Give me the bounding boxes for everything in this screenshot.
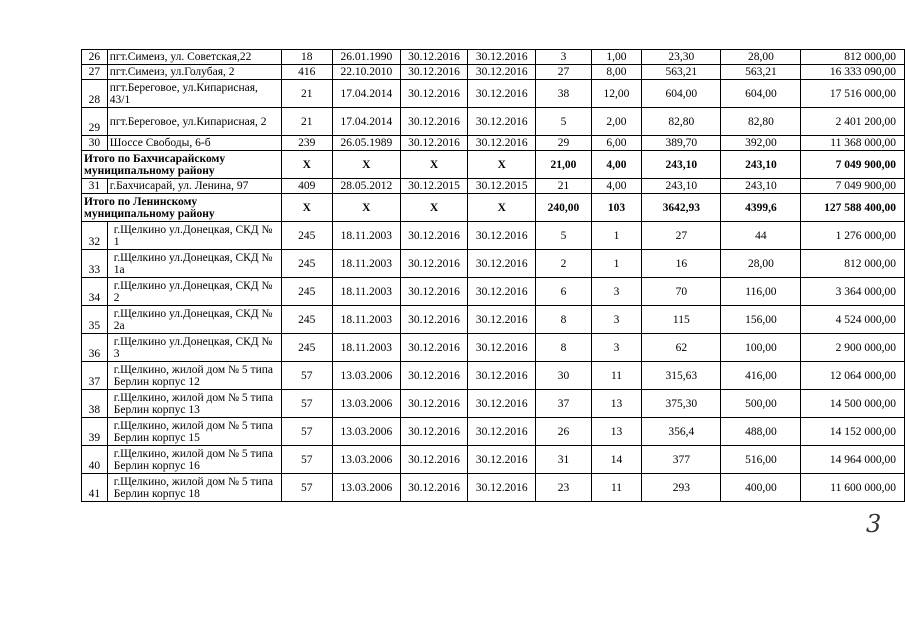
date-cell: 13.03.2006 [332,446,400,474]
value-cell: 28,00 [721,50,801,65]
value-cell: 315,63 [642,362,721,390]
address-cell: г.Щелкино ул.Донецкая, СКД № 2а [107,306,281,334]
date-cell: 30.12.2016 [468,80,536,108]
date-cell: 18.11.2003 [332,334,400,362]
row-number: 36 [82,334,108,362]
row-number: 30 [82,136,108,151]
row-number: 34 [82,278,108,306]
date-cell: 30.12.2016 [400,474,468,502]
value-cell: 57 [281,474,332,502]
value-cell: 31 [536,446,592,474]
value-cell: 604,00 [721,80,801,108]
date-cell: 18.11.2003 [332,306,400,334]
value-cell: 16 [642,250,721,278]
value-cell: 6,00 [591,136,642,151]
value-cell: 27 [536,65,592,80]
page-number: 3 [866,510,882,538]
value-cell: 416 [281,65,332,80]
value-cell: 392,00 [721,136,801,151]
address-cell: г.Щелкино, жилой дом № 5 типа Берлин корпус 12 [107,362,281,390]
value-cell: 57 [281,418,332,446]
value-cell: 12,00 [591,80,642,108]
value-cell: 13 [591,418,642,446]
value-cell: 14 [591,446,642,474]
date-cell: 30.12.2016 [400,222,468,250]
date-cell: 30.12.2016 [468,306,536,334]
value-cell: 82,80 [721,108,801,136]
address-cell: Шоссе Свободы, 6-б [107,136,281,151]
date-cell: 30.12.2016 [400,334,468,362]
value-cell: 5 [536,108,592,136]
value-cell: 3 [591,278,642,306]
date-cell: 18.11.2003 [332,250,400,278]
table-row [82,278,905,306]
total-label: Итого по Ленинскому муниципальному району [82,194,282,222]
date-cell: 17.04.2014 [332,80,400,108]
value-cell: 18 [281,50,332,65]
value-cell: 500,00 [721,390,801,418]
value-cell: 8,00 [591,65,642,80]
row-number: 37 [82,362,108,390]
value-cell: 116,00 [721,278,801,306]
value-cell: 38 [536,80,592,108]
value-cell: 21 [536,179,592,194]
row-number: 41 [82,474,108,502]
date-cell: 18.11.2003 [332,222,400,250]
value-cell: 70 [642,278,721,306]
address-cell: пгт.Береговое, ул.Кипарисная, 43/1 [107,80,281,108]
value-cell: 245 [281,250,332,278]
table-row [82,418,905,446]
value-cell: 30 [536,362,592,390]
x-mark: Х [332,194,400,222]
value-cell: 62 [642,334,721,362]
date-cell: 30.12.2016 [468,136,536,151]
value-cell: 29 [536,136,592,151]
address-cell: г.Бахчисарай, ул. Ленина, 97 [107,179,281,194]
table-row [82,474,905,502]
amount-cell: 14 964 000,00 [801,446,905,474]
value-cell: 82,80 [642,108,721,136]
value-cell: 4,00 [591,179,642,194]
value-cell: 1 [591,222,642,250]
value-cell: 115 [642,306,721,334]
row-number: 31 [82,179,108,194]
value-cell: 240,00 [536,194,592,222]
value-cell: 57 [281,446,332,474]
address-cell: г.Щелкино ул.Донецкая, СКД № 2 [107,278,281,306]
row-number: 29 [82,108,108,136]
address-cell: г.Щелкино ул.Донецкая, СКД № 3 [107,334,281,362]
date-cell: 30.12.2016 [400,362,468,390]
address-cell: пгт.Береговое, ул.Кипарисная, 2 [107,108,281,136]
x-mark: Х [468,151,536,179]
x-mark: Х [400,151,468,179]
date-cell: 30.12.2016 [468,362,536,390]
date-cell: 26.01.1990 [332,50,400,65]
amount-cell: 12 064 000,00 [801,362,905,390]
value-cell: 245 [281,222,332,250]
date-cell: 30.12.2016 [468,334,536,362]
value-cell: 8 [536,306,592,334]
value-cell: 8 [536,334,592,362]
date-cell: 30.12.2016 [468,65,536,80]
row-number: 35 [82,306,108,334]
value-cell: 3 [591,306,642,334]
amount-cell: 16 333 090,00 [801,65,905,80]
total-row [82,151,905,179]
value-cell: 4,00 [591,151,642,179]
date-cell: 30.12.2016 [468,446,536,474]
value-cell: 13 [591,390,642,418]
value-cell: 356,4 [642,418,721,446]
date-cell: 30.12.2016 [468,222,536,250]
housing-table [81,49,905,502]
date-cell: 30.12.2016 [400,80,468,108]
value-cell: 57 [281,362,332,390]
address-cell: пгт.Симеиз, ул.Голубая, 2 [107,65,281,80]
amount-cell: 17 516 000,00 [801,80,905,108]
date-cell: 13.03.2006 [332,362,400,390]
amount-cell: 2 900 000,00 [801,334,905,362]
value-cell: 243,10 [721,151,801,179]
value-cell: 23 [536,474,592,502]
value-cell: 488,00 [721,418,801,446]
value-cell: 409 [281,179,332,194]
date-cell: 18.11.2003 [332,278,400,306]
row-number: 32 [82,222,108,250]
row-number: 26 [82,50,108,65]
value-cell: 21 [281,108,332,136]
date-cell: 22.10.2010 [332,65,400,80]
value-cell: 6 [536,278,592,306]
row-number: 27 [82,65,108,80]
total-label: Итого по Бахчисарайскому муниципальному району [82,151,282,179]
date-cell: 30.12.2016 [400,136,468,151]
value-cell: 293 [642,474,721,502]
value-cell: 416,00 [721,362,801,390]
amount-cell: 14 500 000,00 [801,390,905,418]
value-cell: 21 [281,80,332,108]
date-cell: 30.12.2016 [468,390,536,418]
date-cell: 30.12.2016 [468,250,536,278]
row-number: 33 [82,250,108,278]
table-row [82,179,905,194]
amount-cell: 1 276 000,00 [801,222,905,250]
value-cell: 11 [591,362,642,390]
value-cell: 245 [281,334,332,362]
value-cell: 604,00 [642,80,721,108]
table-row [82,390,905,418]
date-cell: 30.12.2016 [468,418,536,446]
date-cell: 30.12.2016 [468,278,536,306]
date-cell: 17.04.2014 [332,108,400,136]
row-number: 40 [82,446,108,474]
date-cell: 30.12.2016 [400,390,468,418]
value-cell: 26 [536,418,592,446]
amount-cell: 7 049 900,00 [801,151,905,179]
address-cell: г.Щелкино ул.Донецкая, СКД № 1а [107,250,281,278]
value-cell: 389,70 [642,136,721,151]
amount-cell: 812 000,00 [801,250,905,278]
date-cell: 30.12.2015 [468,179,536,194]
amount-cell: 14 152 000,00 [801,418,905,446]
date-cell: 30.12.2016 [468,474,536,502]
amount-cell: 812 000,00 [801,50,905,65]
date-cell: 30.12.2016 [400,50,468,65]
value-cell: 3642,93 [642,194,721,222]
table-row [82,362,905,390]
value-cell: 245 [281,278,332,306]
date-cell: 30.12.2016 [400,306,468,334]
table-row [82,250,905,278]
value-cell: 44 [721,222,801,250]
value-cell: 57 [281,390,332,418]
table-row [82,80,905,108]
value-cell: 516,00 [721,446,801,474]
x-mark: Х [281,151,332,179]
amount-cell: 127 588 400,00 [801,194,905,222]
date-cell: 28.05.2012 [332,179,400,194]
value-cell: 243,10 [642,179,721,194]
address-cell: пгт.Симеиз, ул. Советская,22 [107,50,281,65]
value-cell: 28,00 [721,250,801,278]
value-cell: 2 [536,250,592,278]
value-cell: 375,30 [642,390,721,418]
value-cell: 243,10 [721,179,801,194]
address-cell: г.Щелкино, жилой дом № 5 типа Берлин корпус 13 [107,390,281,418]
amount-cell: 3 364 000,00 [801,278,905,306]
value-cell: 563,21 [721,65,801,80]
date-cell: 30.12.2016 [468,108,536,136]
date-cell: 30.12.2015 [400,179,468,194]
date-cell: 30.12.2016 [400,446,468,474]
address-cell: г.Щелкино, жилой дом № 5 типа Берлин корпус 18 [107,474,281,502]
date-cell: 26.05.1989 [332,136,400,151]
amount-cell: 7 049 900,00 [801,179,905,194]
value-cell: 4399,6 [721,194,801,222]
row-number: 28 [82,80,108,108]
value-cell: 103 [591,194,642,222]
table-row [82,446,905,474]
address-cell: г.Щелкино ул.Донецкая, СКД № 1 [107,222,281,250]
table-row [82,65,905,80]
table-row [82,334,905,362]
date-cell: 13.03.2006 [332,474,400,502]
value-cell: 377 [642,446,721,474]
date-cell: 30.12.2016 [400,278,468,306]
x-mark: Х [281,194,332,222]
amount-cell: 2 401 200,00 [801,108,905,136]
date-cell: 30.12.2016 [400,250,468,278]
value-cell: 2,00 [591,108,642,136]
address-cell: г.Щелкино, жилой дом № 5 типа Берлин корпус 16 [107,446,281,474]
value-cell: 563,21 [642,65,721,80]
x-mark: Х [332,151,400,179]
value-cell: 400,00 [721,474,801,502]
value-cell: 27 [642,222,721,250]
amount-cell: 11 368 000,00 [801,136,905,151]
value-cell: 21,00 [536,151,592,179]
address-cell: г.Щелкино, жилой дом № 5 типа Берлин корпус 15 [107,418,281,446]
date-cell: 30.12.2016 [400,418,468,446]
table-row [82,108,905,136]
table-row [82,136,905,151]
total-row [82,194,905,222]
value-cell: 11 [591,474,642,502]
row-number: 39 [82,418,108,446]
value-cell: 245 [281,306,332,334]
table-row [82,306,905,334]
x-mark: Х [400,194,468,222]
value-cell: 23,30 [642,50,721,65]
date-cell: 30.12.2016 [468,50,536,65]
x-mark: Х [468,194,536,222]
amount-cell: 4 524 000,00 [801,306,905,334]
value-cell: 3 [591,334,642,362]
amount-cell: 11 600 000,00 [801,474,905,502]
row-number: 38 [82,390,108,418]
value-cell: 1,00 [591,50,642,65]
value-cell: 37 [536,390,592,418]
value-cell: 239 [281,136,332,151]
value-cell: 3 [536,50,592,65]
value-cell: 100,00 [721,334,801,362]
value-cell: 156,00 [721,306,801,334]
date-cell: 13.03.2006 [332,390,400,418]
table-row [82,50,905,65]
date-cell: 30.12.2016 [400,108,468,136]
table-row [82,222,905,250]
date-cell: 13.03.2006 [332,418,400,446]
value-cell: 1 [591,250,642,278]
value-cell: 243,10 [642,151,721,179]
value-cell: 5 [536,222,592,250]
date-cell: 30.12.2016 [400,65,468,80]
